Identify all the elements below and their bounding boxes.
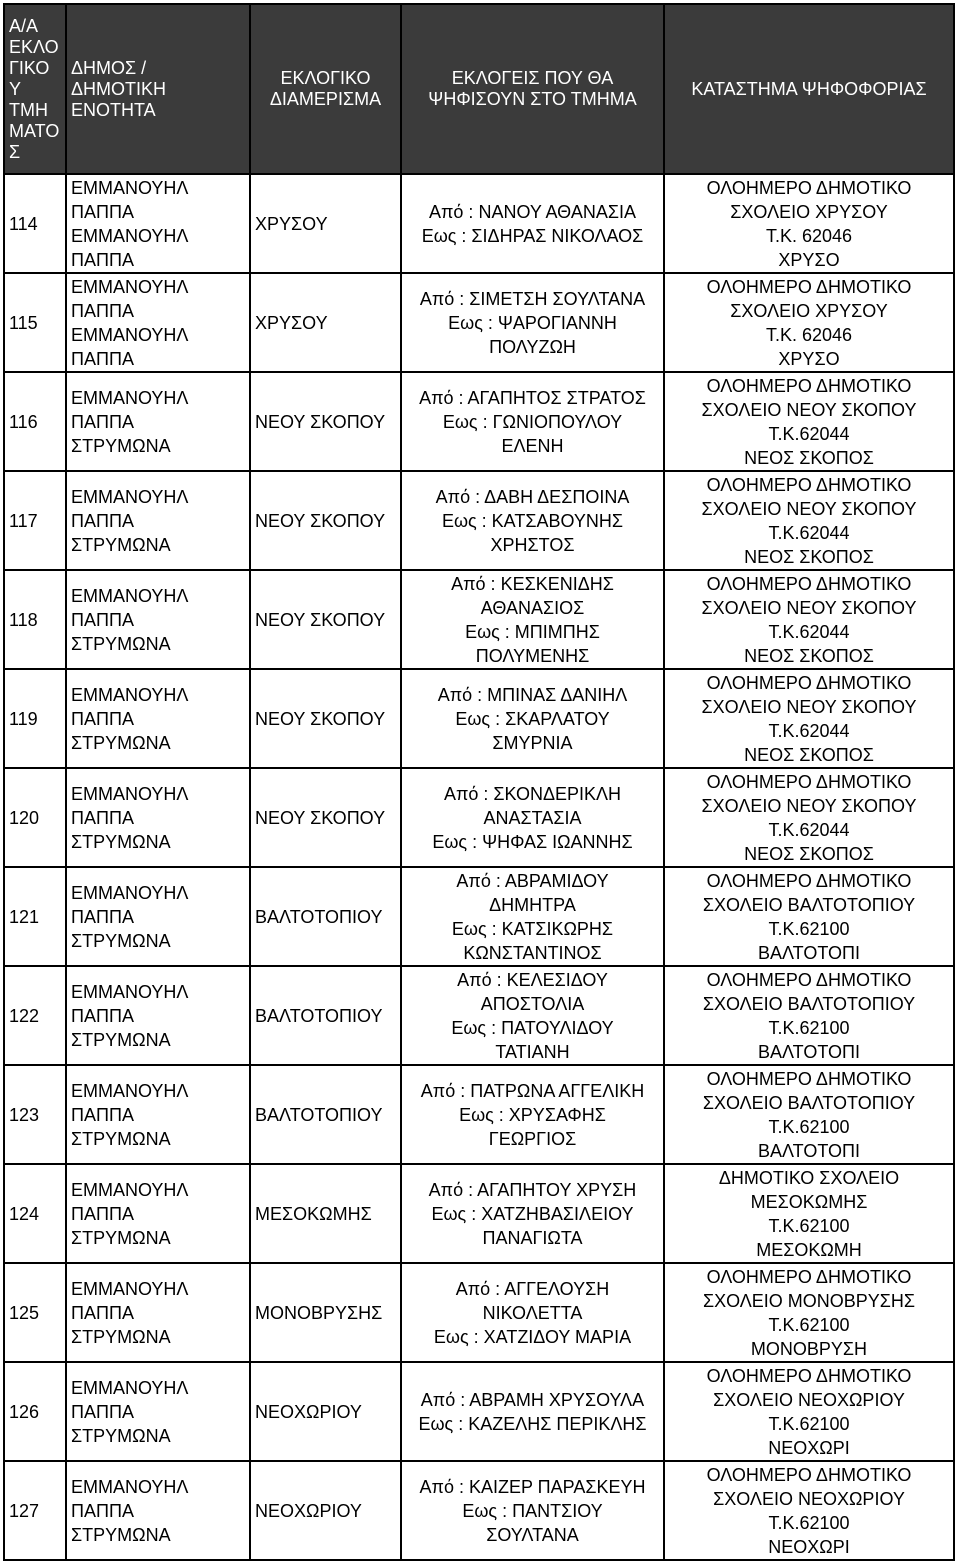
voters-range-cell: Από : ΑΓΓΕΛΟΥΣΗ ΝΙΚΟΛΕΤΤΑ Εως : ΧΑΤΖΙΔΟΥ ΜΑΡΙΑ [401,1263,664,1362]
polling-station-cell: ΟΛΟΗΜΕΡΟ ΔΗΜΟΤΙΚΟ ΣΧΟΛΕΙΟ ΜΟΝΟΒΡΥΣΗΣ Τ.Κ.62100 ΜΟΝΟΒΡΥΣΗ [664,1263,954,1362]
table-row [4,1065,954,1164]
district-cell: ΒΑΛΤΟΤΟΠΙΟΥ [250,867,401,966]
table-row [4,174,954,273]
section-number: 125 [4,1263,66,1362]
district-cell: ΒΑΛΤΟΤΟΠΙΟΥ [250,966,401,1065]
voters-range-cell: Από : ΑΒΡΑΜΗ ΧΡΥΣΟΥΛΑ Εως : ΚΑΖΕΛΗΣ ΠΕΡΙΚΛΗΣ [401,1362,664,1461]
table-row [4,1461,954,1560]
municipality-cell: ΕΜΜΑΝΟΥΗΛ ΠΑΠΠΑ ΣΤΡΥΜΩΝΑ [66,669,250,768]
header-municipality: ΔΗΜΟΣ / ΔΗΜΟΤΙΚΗ ΕΝΟΤΗΤΑ [66,4,250,174]
polling-station-cell: ΟΛΟΗΜΕΡΟ ΔΗΜΟΤΙΚΟ ΣΧΟΛΕΙΟ ΒΑΛΤΟΤΟΠΙΟΥ Τ.Κ.62100 ΒΑΛΤΟΤΟΠΙ [664,867,954,966]
polling-station-cell: ΟΛΟΗΜΕΡΟ ΔΗΜΟΤΙΚΟ ΣΧΟΛΕΙΟ ΧΡΥΣΟΥ Τ.Κ. 62046 ΧΡΥΣΟ [664,174,954,273]
section-number: 118 [4,570,66,669]
table-row [4,867,954,966]
section-number: 117 [4,471,66,570]
municipality-cell: ΕΜΜΑΝΟΥΗΛ ΠΑΠΠΑ ΣΤΡΥΜΩΝΑ [66,1263,250,1362]
table-body [4,174,954,1560]
section-number: 123 [4,1065,66,1164]
section-number: 115 [4,273,66,372]
section-number: 119 [4,669,66,768]
section-number: 120 [4,768,66,867]
voters-range-cell: Από : ΑΓΑΠΗΤΟΥ ΧΡΥΣΗ Εως : ΧΑΤΖΗΒΑΣΙΛΕΙΟΥ ΠΑΝΑΓΙΩΤΑ [401,1164,664,1263]
voters-range-cell: Από : ΜΠΙΝΑΣ ΔΑΝΙΗΛ Εως : ΣΚΑΡΛΑΤΟΥ ΣΜΥΡΝΙΑ [401,669,664,768]
header-row [4,4,954,174]
district-cell: ΜΕΣΟΚΩΜΗΣ [250,1164,401,1263]
header-district: ΕΚΛΟΓΙΚΟ ΔΙΑΜΕΡΙΣΜΑ [250,4,401,174]
section-number: 124 [4,1164,66,1263]
district-cell: ΝΕΟΧΩΡΙΟΥ [250,1461,401,1560]
municipality-cell: ΕΜΜΑΝΟΥΗΛ ΠΑΠΠΑ ΣΤΡΥΜΩΝΑ [66,1461,250,1560]
voters-range-cell: Από : ΚΑΙΖΕΡ ΠΑΡΑΣΚΕΥΗ Εως : ΠΑΝΤΣΙΟΥ ΣΟΥΛΤΑΝΑ [401,1461,664,1560]
polling-station-cell: ΟΛΟΗΜΕΡΟ ΔΗΜΟΤΙΚΟ ΣΧΟΛΕΙΟ ΝΕΟΥ ΣΚΟΠΟΥ Τ.Κ.62044 ΝΕΟΣ ΣΚΟΠΟΣ [664,570,954,669]
voters-range-cell: Από : ΑΒΡΑΜΙΔΟΥ ΔΗΜΗΤΡΑ Εως : ΚΑΤΣΙΚΩΡΗΣ ΚΩΝΣΤΑΝΤΙΝΟΣ [401,867,664,966]
municipality-cell: ΕΜΜΑΝΟΥΗΛ ΠΑΠΠΑ ΣΤΡΥΜΩΝΑ [66,1362,250,1461]
district-cell: ΝΕΟΥ ΣΚΟΠΟΥ [250,471,401,570]
voters-range-cell: Από : ΣΚΟΝΔΕΡΙΚΛΗ ΑΝΑΣΤΑΣΙΑ Εως : ΨΗΦΑΣ ΙΩΑΝΝΗΣ [401,768,664,867]
municipality-cell: ΕΜΜΑΝΟΥΗΛ ΠΑΠΠΑ ΣΤΡΥΜΩΝΑ [66,1164,250,1263]
polling-station-cell: ΟΛΟΗΜΕΡΟ ΔΗΜΟΤΙΚΟ ΣΧΟΛΕΙΟ ΝΕΟΥ ΣΚΟΠΟΥ Τ.Κ.62044 ΝΕΟΣ ΣΚΟΠΟΣ [664,768,954,867]
district-cell: ΝΕΟΥ ΣΚΟΠΟΥ [250,768,401,867]
polling-stations-table [3,3,955,1561]
municipality-cell: ΕΜΜΑΝΟΥΗΛ ΠΑΠΠΑ ΕΜΜΑΝΟΥΗΛ ΠΑΠΠΑ [66,273,250,372]
district-cell: ΒΑΛΤΟΤΟΠΙΟΥ [250,1065,401,1164]
polling-station-cell: ΟΛΟΗΜΕΡΟ ΔΗΜΟΤΙΚΟ ΣΧΟΛΕΙΟ ΝΕΟΥ ΣΚΟΠΟΥ Τ.Κ.62044 ΝΕΟΣ ΣΚΟΠΟΣ [664,372,954,471]
municipality-cell: ΕΜΜΑΝΟΥΗΛ ΠΑΠΠΑ ΣΤΡΥΜΩΝΑ [66,372,250,471]
district-cell: ΝΕΟΥ ΣΚΟΠΟΥ [250,372,401,471]
polling-station-cell: ΟΛΟΗΜΕΡΟ ΔΗΜΟΤΙΚΟ ΣΧΟΛΕΙΟ ΝΕΟΥ ΣΚΟΠΟΥ Τ.Κ.62044 ΝΕΟΣ ΣΚΟΠΟΣ [664,669,954,768]
section-number: 127 [4,1461,66,1560]
voters-range-cell: Από : ΔΑΒΗ ΔΕΣΠΟΙΝΑ Εως : ΚΑΤΣΑΒΟΥΝΗΣ ΧΡΗΣΤΟΣ [401,471,664,570]
table-row [4,768,954,867]
district-cell: ΧΡΥΣΟΥ [250,273,401,372]
table-row [4,669,954,768]
table-row [4,471,954,570]
polling-station-cell: ΔΗΜΟΤΙΚΟ ΣΧΟΛΕΙΟ ΜΕΣΟΚΩΜΗΣ Τ.Κ.62100 ΜΕΣΟΚΩΜΗ [664,1164,954,1263]
table-row [4,1362,954,1461]
district-cell: ΝΕΟΥ ΣΚΟΠΟΥ [250,669,401,768]
voters-range-cell: Από : ΚΕΛΕΣΙΔΟΥ ΑΠΟΣΤΟΛΙΑ Εως : ΠΑΤΟΥΛΙΔΟΥ ΤΑΤΙΑΝΗ [401,966,664,1065]
district-cell: ΧΡΥΣΟΥ [250,174,401,273]
header-voters: ΕΚΛΟΓΕΙΣ ΠΟΥ ΘΑ ΨΗΦΙΣΟΥΝ ΣΤΟ ΤΜΗΜΑ [401,4,664,174]
voters-range-cell: Από : ΝΑΝΟΥ ΑΘΑΝΑΣΙΑ Εως : ΣΙΔΗΡΑΣ ΝΙΚΟΛΑΟΣ [401,174,664,273]
municipality-cell: ΕΜΜΑΝΟΥΗΛ ΠΑΠΠΑ ΕΜΜΑΝΟΥΗΛ ΠΑΠΠΑ [66,174,250,273]
municipality-cell: ΕΜΜΑΝΟΥΗΛ ΠΑΠΠΑ ΣΤΡΥΜΩΝΑ [66,1065,250,1164]
voters-range-cell: Από : ΣΙΜΕΤΣΗ ΣΟΥΛΤΑΝΑ Εως : ΨΑΡΟΓΙΑΝΝΗ ΠΟΛΥΖΩΗ [401,273,664,372]
section-number: 114 [4,174,66,273]
voters-range-cell: Από : ΑΓΑΠΗΤΟΣ ΣΤΡΑΤΟΣ Εως : ΓΩΝΙΟΠΟΥΛΟΥ ΕΛΕΝΗ [401,372,664,471]
voters-range-cell: Από : ΠΑΤΡΩΝΑ ΑΓΓΕΛΙΚΗ Εως : ΧΡΥΣΑΦΗΣ ΓΕΩΡΓΙΟΣ [401,1065,664,1164]
polling-station-cell: ΟΛΟΗΜΕΡΟ ΔΗΜΟΤΙΚΟ ΣΧΟΛΕΙΟ ΝΕΟΧΩΡΙΟΥ Τ.Κ.62100 ΝΕΟΧΩΡΙ [664,1461,954,1560]
district-cell: ΝΕΟΧΩΡΙΟΥ [250,1362,401,1461]
polling-station-cell: ΟΛΟΗΜΕΡΟ ΔΗΜΟΤΙΚΟ ΣΧΟΛΕΙΟ ΝΕΟΥ ΣΚΟΠΟΥ Τ.Κ.62044 ΝΕΟΣ ΣΚΟΠΟΣ [664,471,954,570]
section-number: 126 [4,1362,66,1461]
table-row [4,372,954,471]
district-cell: ΝΕΟΥ ΣΚΟΠΟΥ [250,570,401,669]
header-polling-station: ΚΑΤΑΣΤΗΜΑ ΨΗΦΟΦΟΡΙΑΣ [664,4,954,174]
municipality-cell: ΕΜΜΑΝΟΥΗΛ ΠΑΠΠΑ ΣΤΡΥΜΩΝΑ [66,966,250,1065]
table-row [4,966,954,1065]
section-number: 122 [4,966,66,1065]
voters-range-cell: Από : ΚΕΣΚΕΝΙΔΗΣ ΑΘΑΝΑΣΙΟΣ Εως : ΜΠΙΜΠΗΣ ΠΟΛΥΜΕΝΗΣ [401,570,664,669]
section-number: 116 [4,372,66,471]
polling-station-cell: ΟΛΟΗΜΕΡΟ ΔΗΜΟΤΙΚΟ ΣΧΟΛΕΙΟ ΒΑΛΤΟΤΟΠΙΟΥ Τ.Κ.62100 ΒΑΛΤΟΤΟΠΙ [664,966,954,1065]
polling-station-cell: ΟΛΟΗΜΕΡΟ ΔΗΜΟΤΙΚΟ ΣΧΟΛΕΙΟ ΧΡΥΣΟΥ Τ.Κ. 62046 ΧΡΥΣΟ [664,273,954,372]
table-row [4,1263,954,1362]
table-row [4,1164,954,1263]
polling-station-cell: ΟΛΟΗΜΕΡΟ ΔΗΜΟΤΙΚΟ ΣΧΟΛΕΙΟ ΒΑΛΤΟΤΟΠΙΟΥ Τ.Κ.62100 ΒΑΛΤΟΤΟΠΙ [664,1065,954,1164]
municipality-cell: ΕΜΜΑΝΟΥΗΛ ΠΑΠΠΑ ΣΤΡΥΜΩΝΑ [66,768,250,867]
table-row [4,273,954,372]
municipality-cell: ΕΜΜΑΝΟΥΗΛ ΠΑΠΠΑ ΣΤΡΥΜΩΝΑ [66,867,250,966]
header-section-number: Α/Α ΕΚΛΟ ΓΙΚΟ Υ ΤΜΗ ΜΑΤΟ Σ [4,4,66,174]
municipality-cell: ΕΜΜΑΝΟΥΗΛ ΠΑΠΠΑ ΣΤΡΥΜΩΝΑ [66,570,250,669]
municipality-cell: ΕΜΜΑΝΟΥΗΛ ΠΑΠΠΑ ΣΤΡΥΜΩΝΑ [66,471,250,570]
district-cell: ΜΟΝΟΒΡΥΣΗΣ [250,1263,401,1362]
polling-station-cell: ΟΛΟΗΜΕΡΟ ΔΗΜΟΤΙΚΟ ΣΧΟΛΕΙΟ ΝΕΟΧΩΡΙΟΥ Τ.Κ.62100 ΝΕΟΧΩΡΙ [664,1362,954,1461]
table-row [4,570,954,669]
section-number: 121 [4,867,66,966]
